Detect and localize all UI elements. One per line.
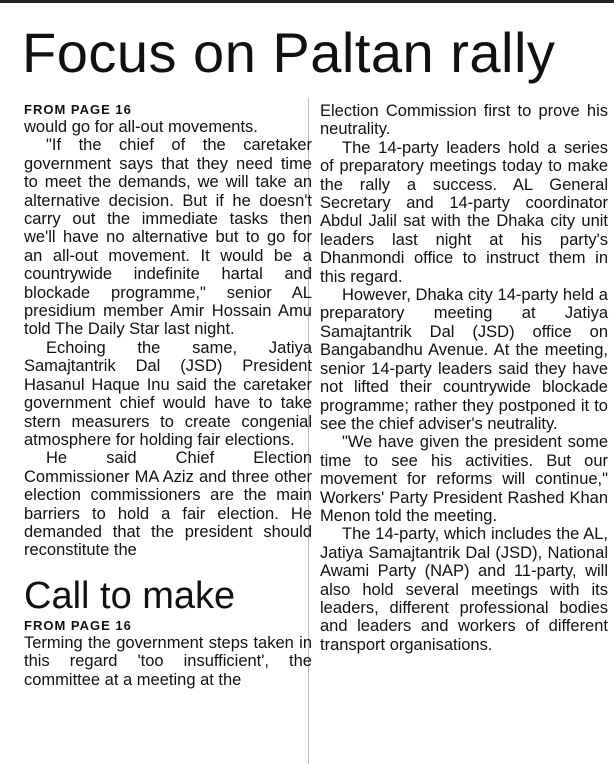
paragraph: The 14-party leaders hold a series of preparatory meetings today to make the rally a success. AL General Secretary and 14-party coordinator Abdul Jalil sat with the Dhaka city unit leaders last night at his party's Dhanmondi office to instruct them in this regard. [320, 138, 608, 286]
paragraph: The 14-party, which includes the AL, Jatiya Samajtantrik Dal (JSD), National Awami Party (NAP) and 11-party, will also hold several meetings with its leaders, different professional bodies and leaders and workers of different transport organisations. [320, 525, 608, 654]
kicker-from-page: FROM PAGE 16 [24, 617, 132, 633]
paragraph: Echoing the same, Jatiya Samajtantrik Dal (JSD) President Hasanul Haque Inu said the caretaker government chief would have to take stern measurers to create congenial atmosphere for holding fair elections. [24, 338, 312, 449]
paragraph: Terming the government steps taken in this regard 'too insufficient', the committee at a meeting at the [24, 633, 312, 689]
paragraph: Election Commission first to prove his neutrality. [320, 102, 608, 139]
paragraph: would go for all-out movements. [24, 118, 258, 136]
left-column [24, 102, 312, 689]
headline: Focus on Paltan rally [22, 21, 556, 84]
paragraph: He said Chief Election Commissioner MA Aziz and three other election commissioners are the main barriers to hold a fair election. He demanded that the president should reconstitute the [24, 449, 312, 560]
right-column [320, 102, 608, 654]
paragraph: "We have given the president some time to see his activities. But our movement for reforms will continue," Workers' Party President Rashed Khan Menon told the meeting. [320, 433, 608, 525]
paragraph: However, Dhaka city 14-party held a preparatory meeting at Jatiya Samajtantrik Dal (JSD) office on Bangabandhu Avenue. At the meeting, senior 14-party leaders said they have not lifted their countrywide blockade programme; rather they postponed it to see the chief adviser's neutrality. [320, 286, 608, 433]
paragraph: "If the chief of the caretaker government says that they need time to meet the demands, we will take an alternative decision. But if he doesn't carry out the immediate tasks then we'll have no alternative but to go for an all-out movement. It would be a countrywide indefinite hartal and blockade programme," senior AL presidium member Amir Hossain Amu told The Daily Star last night. [24, 136, 312, 339]
kicker-from-page: FROM PAGE 16 [24, 102, 132, 117]
section-headline: Call to make [24, 574, 236, 617]
top-rule [0, 0, 614, 3]
